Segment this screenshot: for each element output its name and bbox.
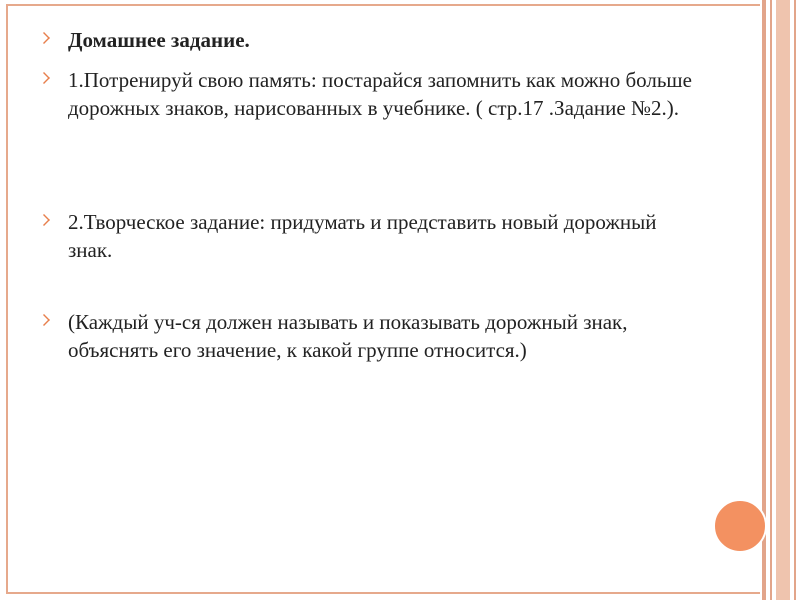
bullet-icon	[38, 72, 50, 84]
bullet-item-1	[38, 66, 698, 122]
bullet-text-1: 1.Потренируй свою память: постарайся запомнить как можно больше дорожных знаков, нарисованных в учебнике. ( стр.17 .Задание №2.).	[68, 68, 692, 120]
decorative-circle	[713, 499, 767, 553]
bullet-icon	[38, 214, 50, 226]
bullet-icon	[38, 32, 50, 44]
title-text: Домашнее задание.	[68, 28, 250, 52]
decorative-stripes	[762, 0, 800, 600]
bullet-text-2: 2.Творческое задание: придумать и представить новый дорожный знак.	[68, 210, 657, 262]
slide-content	[38, 26, 698, 364]
bullet-item-2	[38, 208, 698, 264]
frame-bottom-line	[6, 592, 760, 594]
frame-left-line	[6, 4, 8, 594]
frame-top-line	[6, 4, 760, 6]
stripe	[794, 0, 796, 600]
stripe	[762, 0, 766, 600]
stripe	[770, 0, 772, 600]
bullet-item-3	[38, 308, 698, 364]
stripe	[776, 0, 790, 600]
bullet-item-title	[38, 26, 698, 54]
bullet-text-3: (Каждый уч-ся должен называть и показывать дорожный знак, объяснять его значение, к какой группе относится.)	[68, 310, 628, 362]
bullet-icon	[38, 314, 50, 326]
